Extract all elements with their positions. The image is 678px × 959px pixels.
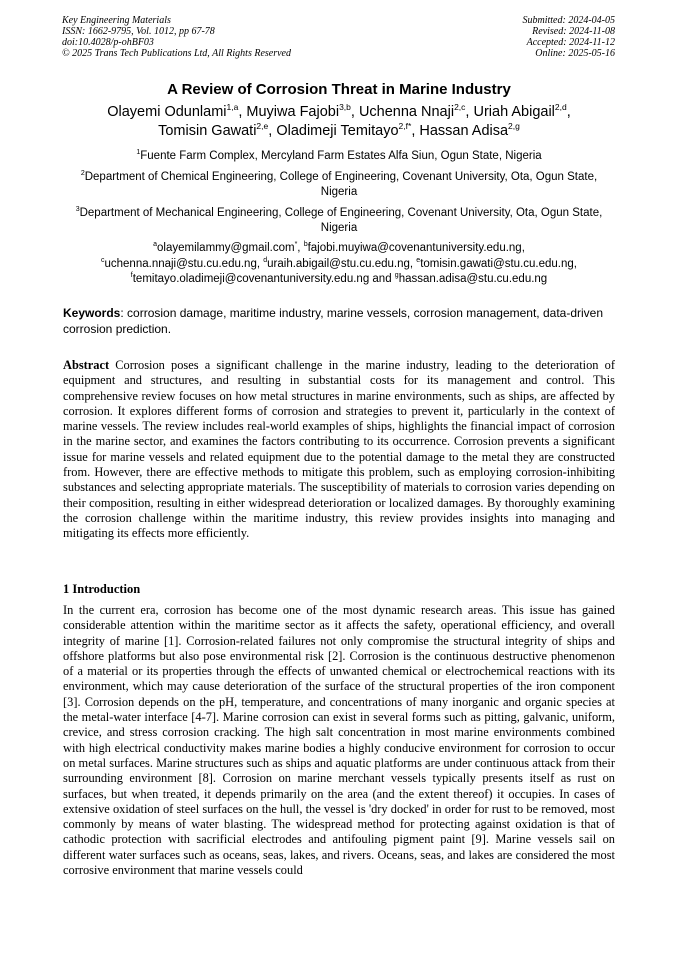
paper-title: A Review of Corrosion Threat in Marine Industry: [167, 81, 511, 98]
author-sup: 1,a: [226, 102, 239, 112]
journal-name: Key Engineering Materials: [62, 15, 171, 26]
keywords: [63, 305, 615, 337]
abstract-label: Abstract: [63, 358, 110, 372]
journal-issn: ISSN: 1662-9795, Vol. 1012, pp 67-78: [62, 26, 215, 37]
affiliation-3: [66, 206, 612, 236]
journal-doi: doi:10.4028/p-ohBF03: [62, 37, 154, 48]
author-sup: 2,f*: [398, 121, 412, 131]
journal-header-left: [62, 15, 291, 59]
affiliation-text: Department of Mechanical Engineering, College of Engineering, Covenant University, Ota, Ogun State, Nigeria: [79, 207, 603, 234]
author-name: Oladimeji Temitayo: [276, 123, 399, 139]
email-sep: ,: [256, 257, 264, 270]
email-link[interactable]: tomisin.gawati@stu.cu.edu.ng: [420, 257, 574, 270]
affiliation-sup: 3: [75, 206, 80, 213]
author-sup: 2,c: [454, 102, 466, 112]
author-sup: 2,e: [256, 121, 269, 131]
email-sep: ,: [409, 257, 417, 270]
author-emails: [66, 241, 612, 288]
email-link[interactable]: uraih.abigail@stu.cu.edu.ng: [267, 257, 410, 270]
affiliation-2: [66, 170, 612, 200]
author-sup: 2,d: [554, 102, 567, 112]
author-sup: 2,g: [508, 121, 520, 131]
author-sep: ,: [465, 104, 474, 120]
email-link[interactable]: olayemilammy@gmail.com: [157, 242, 295, 254]
author-name: Uriah Abigail: [473, 104, 555, 120]
author-sep: ,: [411, 123, 420, 139]
author-name: Tomisin Gawati: [158, 123, 257, 139]
author-sep: ,: [268, 123, 277, 139]
affiliation-sup: 2: [80, 170, 85, 177]
email-sup: d: [263, 256, 268, 264]
email-link[interactable]: fajobi.muyiwa@covenantuniversity.edu.ng: [307, 242, 522, 254]
keywords-text: : corrosion damage, maritime industry, marine vessels, corrosion management, data-driven corrosion prediction.: [63, 306, 604, 336]
affiliation-text: Fuente Farm Complex, Mercyland Farm Estates Alfa Siun, Ogun State, Nigeria: [140, 150, 542, 162]
affiliation-1: [66, 149, 612, 164]
date-accepted: Accepted: 2024-11-12: [526, 37, 615, 48]
author-name: Olayemi Odunlami: [107, 104, 227, 120]
author-list: [40, 103, 638, 141]
email-sup: b: [303, 241, 308, 248]
introduction-body: In the current era, corrosion has become one of the most dynamic research areas. This issue has gained considerable attention within the maritime sector as it affects the safety, operational efficiency, and overall integrity of marine [1]. Corrosion-related failures not only compromise the structural integrity of ships and offshore platforms but also pose environmental risk [2]. Corrosion is the continuous destructive phenomenon of a material or its properties through the effects of unwanted chemical or electrochemical reactions with its environment, which may cause deterioration of the surface of the structural properties of the iron component [3]. Corrosion depends on the pH, temperature, and concentrations of many inorganic and organic species at the metal-water interface [4-7]. Marine corrosion can exist in several forms such as pitting, galvanic, uniform, crevice, and stress corrosion cracking. The high salt concentration in most marine environments combined with high electrical conductivity makes marine bodies a highly conducive environment for corrosion to occur on metal surfaces. Marine structures such as ships and aquatic platforms are under continuous attack from their surrounding environment [8]. Corrosion on marine merchant vessels typically presents itself as rust on surfaces, but when treated, it depends primarily on the area (and the extent thereof) it occupies. In cases of extensive oxidation of steel surfaces on the hull, the vessel is 'dry docked' in order for rust to be removed, most commonly by means of water blasting. The widespread method for protecting against oxidation is that of cathodic protection with sacrificial electrodes and antifouling pigment paint [9]. Marine vessels sail on different water surfaces such as oceans, seas, lakes, and rivers. Oceans, seas, and lakes are considered the most corrosive environment that marine vessels could: [63, 603, 615, 878]
date-revised: Revised: 2024-11-08: [532, 26, 615, 37]
email-sup: g: [394, 272, 399, 279]
author-sup: 3,b: [339, 102, 351, 112]
author-name: Muyiwa Fajobi: [246, 104, 340, 120]
author-sep: ,: [566, 104, 571, 120]
email-sup: c: [101, 256, 105, 264]
author-sep: ,: [350, 104, 359, 120]
email-link[interactable]: temitayo.oladimeji@covenantuniversity.edu.ng: [132, 273, 370, 285]
section-heading-introduction: 1 Introduction: [63, 582, 141, 596]
journal-copyright: © 2025 Trans Tech Publications Ltd, All Rights Reserved: [62, 48, 291, 59]
journal-header-right: [523, 15, 616, 59]
author-name: Hassan Adisa: [419, 123, 509, 139]
email-sep: ,: [521, 242, 525, 254]
abstract: [63, 358, 615, 542]
affiliation-sup: 1: [136, 149, 141, 156]
keywords-label: Keywords: [63, 306, 121, 320]
affiliation-text: Department of Chemical Engineering, College of Engineering, Covenant University, Ota, Ogun State, Nigeria: [84, 171, 598, 198]
author-name: Uchenna Nnaji: [358, 104, 455, 120]
abstract-text: Corrosion poses a significant challenge in the marine industry, leading to the deterioration of equipment and structures, and resulting in substantial costs for its management and control. This comprehensive review focuses on how metal structures in marine environments, such as ships, are affected by corrosion. It explores different forms of corrosion and strategies to prevent it, particularly in the context of marine vessels. The review includes real-world examples of ships, highlights the financial impact of corrosion in the marine sector, and examines the factors contributing to its occurrence. Corrosion prevents a significant issue for marine vessels and related equipment due to the potential damage to the metal they are constructed from. However, there are effective methods to mitigate this problem, such as employing corrosion-inhibiting substances and selecting appropriate materials. The susceptibility of materials to corrosion varies depending on their composition, resulting in either widespread deterioration or localized damages. By thoroughly examining the corrosion challenge within the maritime industry, this review provides insights into managing and mitigating its effects more efficiently.: [63, 358, 615, 541]
email-sup: a: [153, 241, 157, 248]
email-sep: ,: [573, 257, 577, 270]
email-sup: e: [416, 256, 421, 264]
email-sep: ,: [297, 242, 304, 254]
date-online: Online: 2025-05-16: [535, 48, 615, 59]
email-link[interactable]: uchenna.nnaji@stu.cu.edu.ng: [104, 257, 257, 270]
date-submitted: Submitted: 2024-04-05: [522, 15, 615, 26]
corresponding-mark: *: [294, 241, 298, 248]
email-sep: and: [369, 273, 395, 285]
author-sep: ,: [238, 104, 247, 120]
email-sup: f: [130, 272, 133, 279]
email-link[interactable]: hassan.adisa@stu.cu.edu.ng: [398, 273, 548, 285]
